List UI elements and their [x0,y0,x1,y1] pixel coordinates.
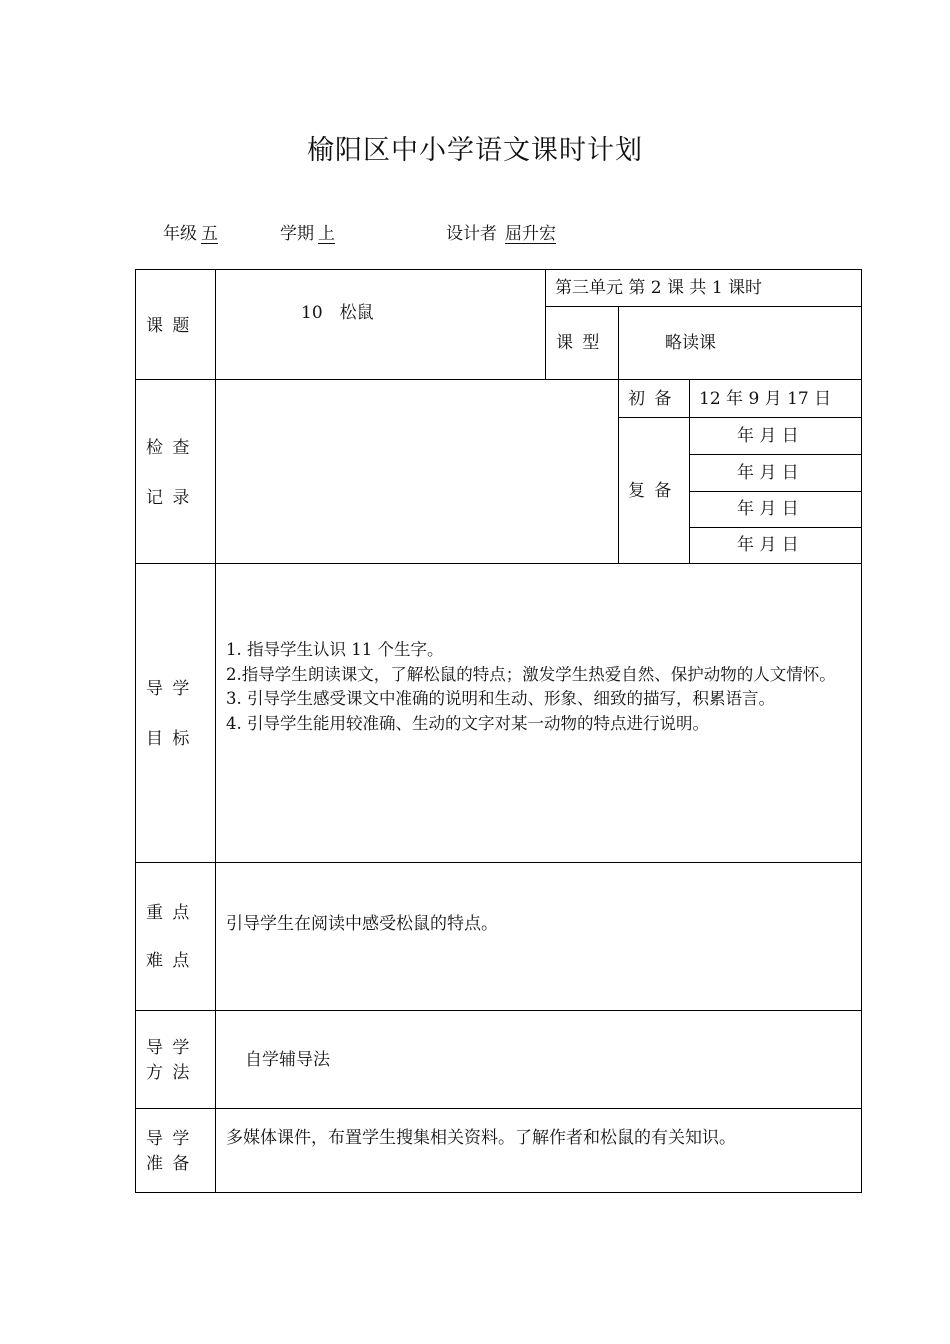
method-label-cell [135,1010,216,1109]
method-label-1: 导 学 [146,1038,192,1058]
designer-label: 设计者 [446,224,497,244]
check-label-2: 记 录 [146,488,192,508]
grade-label: 年级 [163,224,197,244]
check-label-cell [135,379,216,564]
prepare-value-cell [215,1108,862,1193]
page-title: 榆阳区中小学语文课时计划 [307,135,643,166]
method-value: 自学辅导法 [245,1050,330,1070]
key-label-cell [135,862,216,1011]
prep-label: 初 备 [628,389,674,409]
topic-value-cell [215,269,546,380]
key-label-1: 重 点 [146,903,192,923]
key-label-2: 难 点 [146,951,192,971]
check-label-1: 检 查 [146,438,192,458]
prepare-label-1: 导 学 [146,1129,192,1149]
unit-info-cell [545,269,862,307]
review-date: 年 月 日 [737,463,799,483]
term-value: 上 [318,224,335,244]
topic-label: 课 题 [146,316,192,336]
term-field [280,219,363,244]
review-date-cell [689,454,862,492]
goal-item: 1. 指导学生认识 11 个生字。 [226,640,444,659]
goals-label-2: 目 标 [146,729,192,749]
unit-info: 第三单元 第 2 课 共 1 课时 [555,278,763,298]
designer-field [446,219,568,244]
review-date-cell [689,417,862,455]
prep-date: 12 年 9 月 17 日 [699,389,832,409]
check-record-area [215,379,619,564]
key-value-cell [215,862,862,1011]
review-date: 年 月 日 [737,535,799,555]
method-label-2: 方 法 [146,1063,192,1083]
review-date-cell [689,527,862,564]
type-label-cell [545,306,619,380]
goals-label-cell [135,563,216,863]
type-value: 略读课 [665,333,716,353]
prepare-value: 多媒体课件，布置学生搜集相关资料。了解作者和松鼠的有关知识。 [226,1128,736,1148]
review-date: 年 月 日 [737,499,799,519]
goals-label-1: 导 学 [146,679,192,699]
topic-label-cell [135,269,216,380]
review-label-cell [618,417,690,564]
review-label: 复 备 [628,481,674,501]
goals-list [226,638,858,736]
type-label: 课 型 [556,333,602,353]
prep-date-cell [689,379,862,418]
grade-field [163,219,236,244]
goal-item: 3. 引导学生感受课文中准确的说明和生动、形象、细致的描写，积累语言。 [226,689,775,708]
term-label: 学期 [280,224,314,244]
goals-cell [215,563,862,863]
prep-label-cell [618,379,690,418]
goal-item: 4. 引导学生能用较准确、生动的文字对某一动物的特点进行说明。 [226,713,709,733]
key-value: 引导学生在阅读中感受松鼠的特点。 [226,914,498,934]
grade-value: 五 [201,224,218,244]
method-value-cell [215,1010,862,1109]
review-date: 年 月 日 [737,426,799,446]
goal-item: 2.指导学生朗读课文，了解松鼠的特点；激发学生热爱自然、保护动物的人文情怀。 [226,664,836,684]
review-date-cell [689,491,862,528]
topic-value: 10 松鼠 [301,303,374,323]
prepare-label-cell [135,1108,216,1193]
prepare-label-2: 准 备 [146,1154,192,1174]
designer-value: 屈升宏 [505,224,556,244]
type-value-cell [618,306,862,380]
